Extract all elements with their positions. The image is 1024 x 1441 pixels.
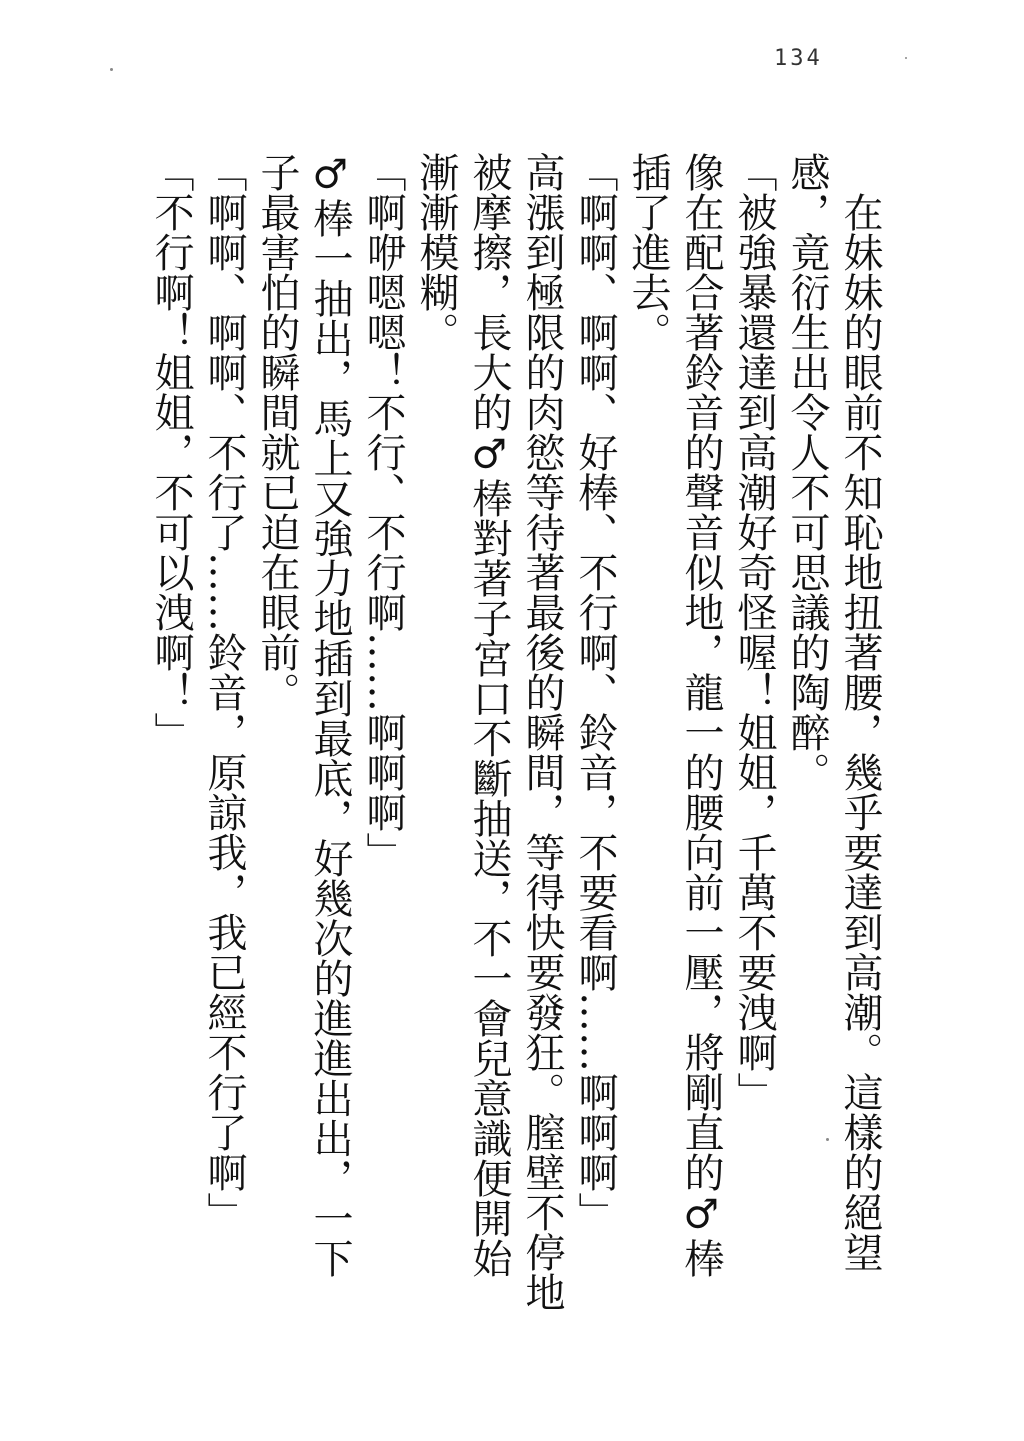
body-text <box>144 152 886 1312</box>
paragraph-narration-1: 在妹妹的眼前不知恥地扭著腰，幾乎要達到高潮。這樣的絕望感，竟衍生出令人不可思議的陶醉。 <box>784 152 883 1272</box>
paragraph-dialogue-1: 「被強暴還達到高潮好奇怪喔！姐姐，千萬不要洩啊」 <box>731 152 777 1112</box>
page-number: 134 <box>774 46 823 71</box>
paragraph-narration-3: 高漲到極限的肉慾等待著最後的瞬間，等得快要發狂。膣壁不停地被摩擦，長大的♂棒對著子宮口不斷抽送，不一會兒意識便開始漸漸模糊。 <box>413 152 565 1312</box>
paragraph-dialogue-2: 「啊啊、啊啊、好棒、不行啊、鈴音，不要看啊……啊啊啊」 <box>572 152 618 1232</box>
scan-speck <box>110 68 113 71</box>
scan-speck <box>905 57 907 59</box>
paragraph-narration-2: 像在配合著鈴音的聲音似地，龍一的腰向前一壓，將剛直的♂棒插了進去。 <box>625 152 724 1278</box>
paragraph-dialogue-3: 「啊咿嗯嗯！不行、不行啊……啊啊啊」 <box>360 152 406 872</box>
paragraph-dialogue-4: 「啊啊、啊啊、不行了……鈴音，原諒我，我已經不行了啊」 <box>201 152 247 1232</box>
paragraph-dialogue-5: 「不行啊！姐姐，不可以洩啊！」 <box>148 152 194 752</box>
paragraph-narration-4: ♂棒一抽出，馬上又強力地插到最底，好幾次的進進出出，一下子最害怕的瞬間就已迫在眼前。 <box>254 152 353 1278</box>
scan-speck <box>826 1138 829 1141</box>
